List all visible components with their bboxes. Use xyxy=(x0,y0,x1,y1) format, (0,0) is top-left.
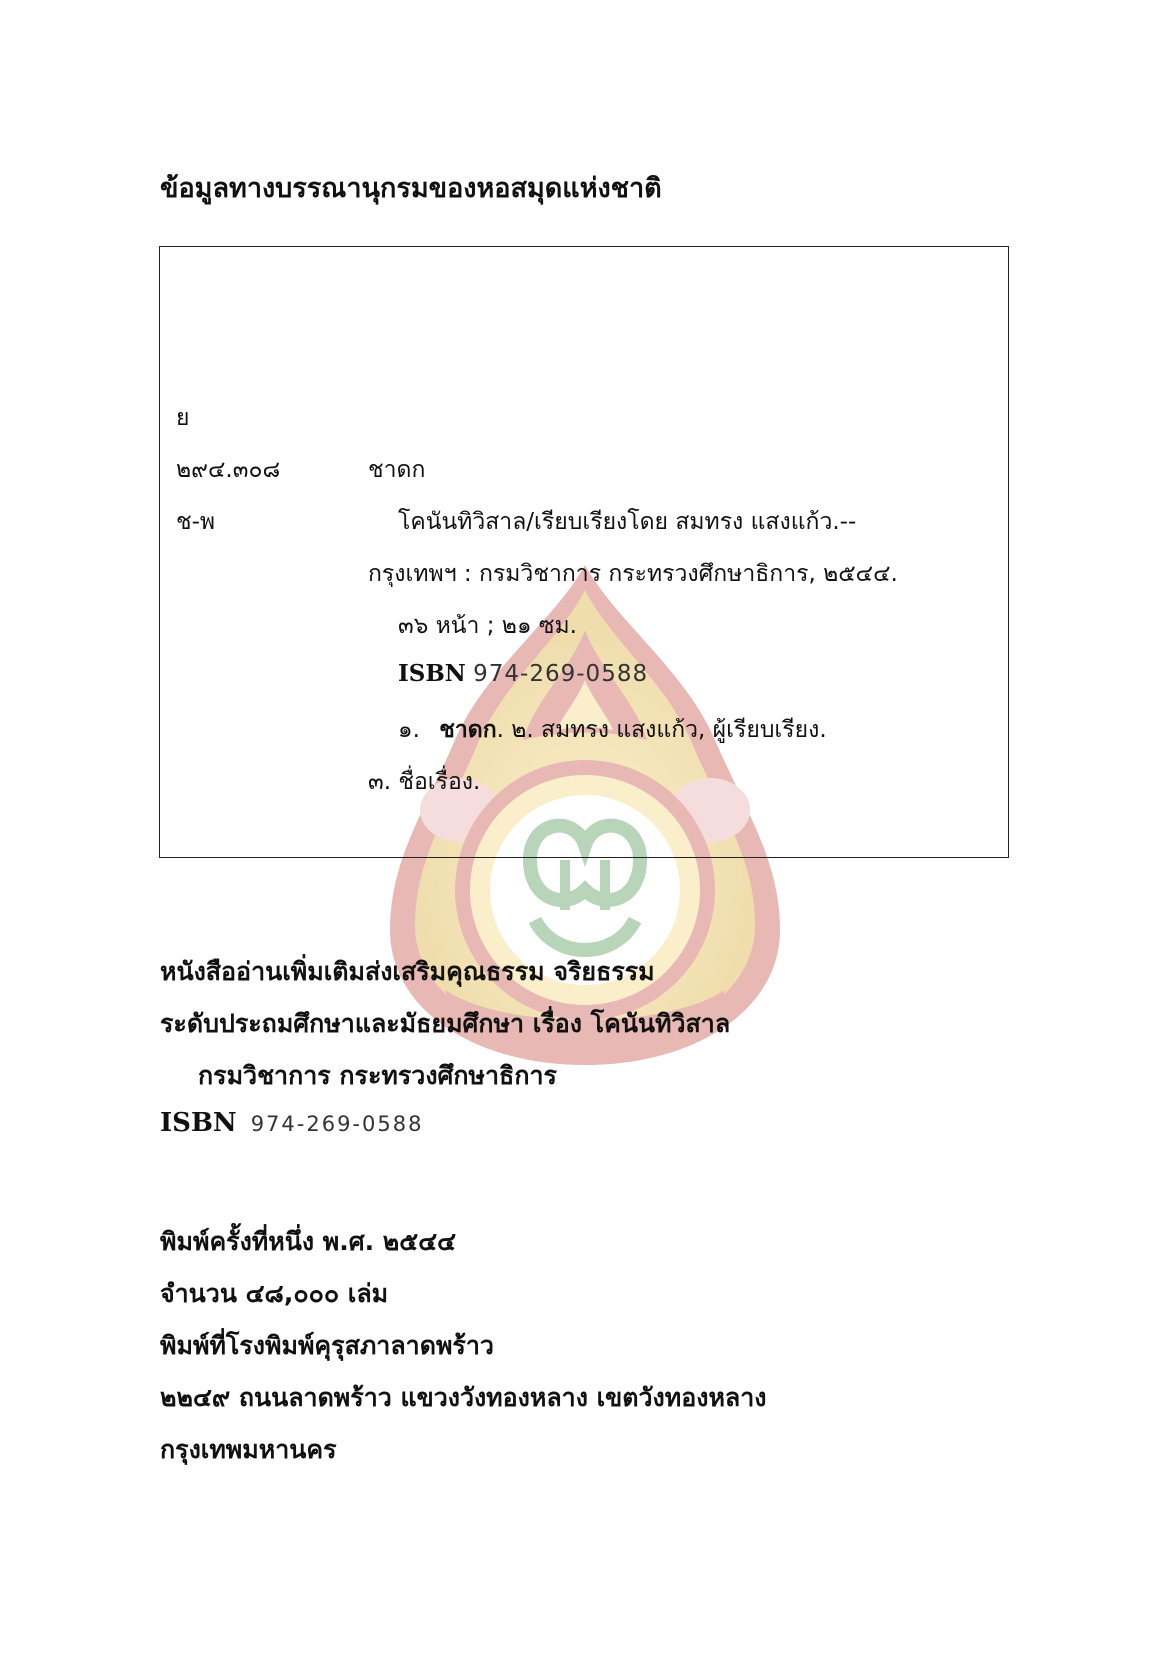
cip-letter: ย xyxy=(176,405,190,431)
cip-isbn-number: 974-269-0588 xyxy=(473,661,649,687)
cip-cutter-number: ช-พ xyxy=(176,509,216,535)
cip-isbn xyxy=(398,660,648,687)
printing-edition: พิมพ์ครั้งที่หนึ่ง พ.ศ. ๒๕๔๔ xyxy=(160,1227,457,1256)
printing-city: กรุงเทพมหานคร xyxy=(160,1435,337,1464)
cip-tracing-1-subject: ชาดก xyxy=(439,717,497,743)
printing-printer: พิมพ์ที่โรงพิมพ์คุรุสภาลาดพร้าว xyxy=(160,1331,494,1360)
cip-tracing-1-rest: . ๒. สมทรง แสงแก้ว, ผู้เรียบเรียง. xyxy=(496,717,827,743)
cip-isbn-label: ISBN xyxy=(398,660,466,687)
printing-address: ๒๒๔๙ ถนนลาดพร้าว แขวงวังทองหลาง เขตวังทองหลาง xyxy=(160,1383,767,1412)
cip-call-number: ๒๙๔.๓๐๘ xyxy=(176,457,281,483)
book-info-line-1: หนังสืออ่านเพิ่มเติมส่งเสริมคุณธรรม จริยธรรม xyxy=(160,957,655,986)
book-isbn-label: ISBN xyxy=(160,1108,237,1138)
cip-collation: ๓๖ หน้า ; ๒๑ ซม. xyxy=(398,613,577,639)
printing-copies: จำนวน ๔๘,๐๐๐ เล่ม xyxy=(160,1279,389,1308)
cip-tracing-1 xyxy=(398,712,827,748)
book-isbn-number: 974-269-0588 xyxy=(250,1112,424,1136)
book-info-line-2: ระดับประถมศึกษาและมัธยมศึกษา เรื่อง โคนันทิวิสาล xyxy=(160,1009,731,1038)
cip-title-statement: โคนันทิวิสาล/เรียบเรียงโดย สมทรง แสงแก้ว.-- xyxy=(398,509,857,535)
page-title: ข้อมูลทางบรรณานุกรมของหอสมุดแห่งชาติ xyxy=(160,173,662,204)
book-info-line-3: กรมวิชาการ กระทรวงศึกษาธิการ xyxy=(198,1061,557,1090)
cip-record-box xyxy=(159,246,1009,858)
book-info-isbn xyxy=(160,1108,423,1138)
cip-tracing-1-number: ๑. xyxy=(398,717,420,743)
cip-tracing-2: ๓. ชื่อเรื่อง. xyxy=(368,769,481,795)
cip-imprint: กรุงเทพฯ : กรมวิชาการ กระทรวงศึกษาธิการ, ๒๕๔๔. xyxy=(368,561,898,587)
cip-subject-heading: ชาดก xyxy=(368,457,426,483)
